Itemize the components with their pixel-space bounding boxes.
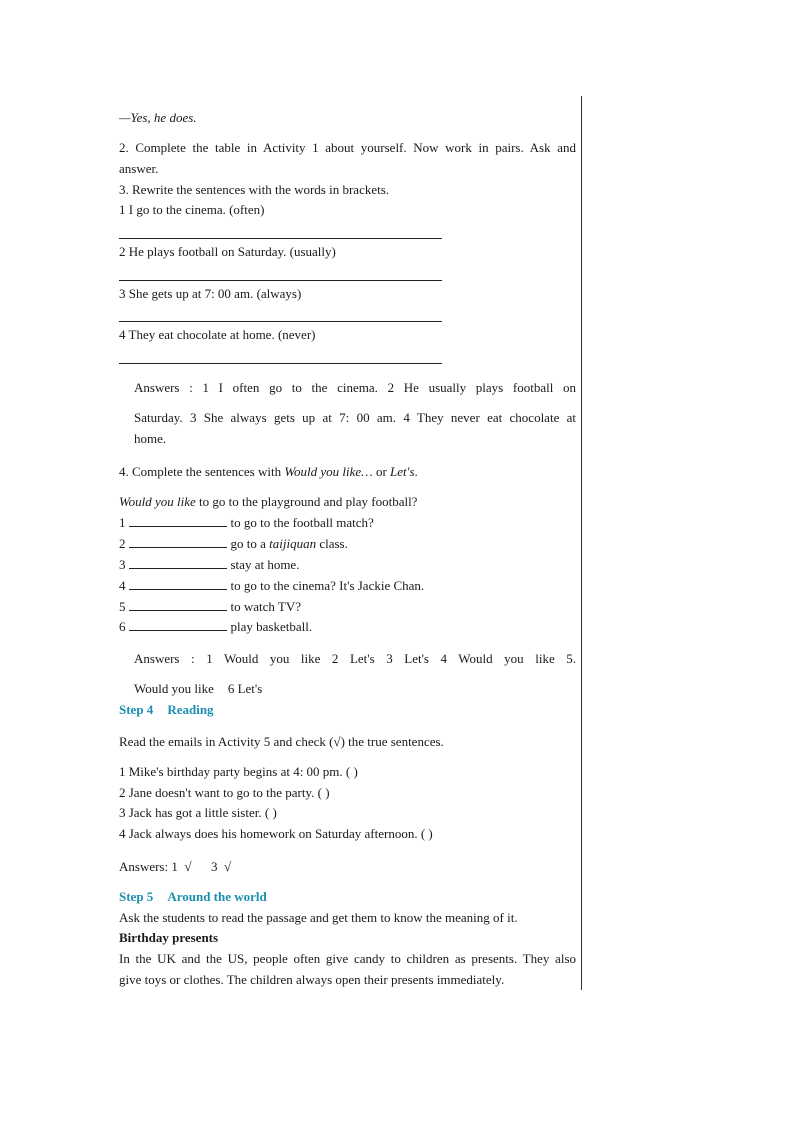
fill-blank[interactable] [129, 618, 227, 631]
task4-item-2: 2 go to a taijiquan class. [119, 536, 348, 551]
answer-line-4 [119, 363, 442, 364]
task2-line2: answer. [119, 161, 159, 176]
answer-line-2 [119, 280, 442, 281]
task4-heading: 4. Complete the sentences with Would you like… or Let's. [119, 464, 418, 479]
task4-answers-line2: Would you like 6 Let's [134, 681, 263, 696]
task3-answers-line1: Answers : 1 I often go to the cinema. 2 He usually plays football on [134, 380, 577, 395]
task4-answers-line1: Answers : 1 Would you like 2 Let's 3 Let's 4 Would you like 5. [134, 651, 576, 666]
step5-heading: Step 5 Around the world [119, 889, 267, 904]
step4-item-2: 2 Jane doesn't want to go to the party. ( ) [119, 785, 330, 800]
task2-line1: 2. Complete the table in Activity 1 about yourself. Now work in pairs. Ask and [119, 140, 576, 155]
step5-instruction: Ask the students to read the passage and get them to know the meaning of it. [119, 910, 518, 925]
passage-line1: In the UK and the US, people often give candy to children as presents. They also [119, 951, 576, 966]
task3-item-2: 2 He plays football on Saturday. (usually) [119, 244, 336, 259]
answer-line-1 [119, 238, 442, 239]
passage-line2: give toys or clothes. The children always open their presents immediately. [119, 972, 505, 987]
task4-item-1: 1 to go to the football match? [119, 515, 374, 530]
task4-item-4: 4 to go to the cinema? It's Jackie Chan. [119, 578, 425, 593]
fill-blank[interactable] [129, 598, 227, 611]
task4-example: Would you like to go to the playground and play football? [119, 494, 418, 509]
column-border-line [581, 96, 582, 990]
answer-line-3 [119, 321, 442, 322]
task4-item-6: 6 play basketball. [119, 619, 313, 634]
dialogue-reply: —Yes, he does. [119, 110, 197, 125]
fill-blank[interactable] [129, 514, 227, 527]
fill-blank[interactable] [129, 535, 227, 548]
passage-title: Birthday presents [119, 930, 219, 945]
task3-item-4: 4 They eat chocolate at home. (never) [119, 327, 316, 342]
task3-item-3: 3 She gets up at 7: 00 am. (always) [119, 286, 302, 301]
task3-answers-line3: home. [134, 431, 167, 446]
fill-blank[interactable] [129, 577, 227, 590]
step4-item-3: 3 Jack has got a little sister. ( ) [119, 805, 277, 820]
step4-instruction: Read the emails in Activity 5 and check (√) the true sentences. [119, 734, 444, 749]
task3-answers-line2: Saturday. 3 She always gets up at 7: 00 am. 4 They never eat chocolate at [134, 410, 577, 425]
step4-heading: Step 4 Reading [119, 702, 214, 717]
task4-item-3: 3 stay at home. [119, 557, 300, 572]
step4-item-4: 4 Jack always does his homework on Saturday afternoon. ( ) [119, 826, 433, 841]
step4-answers: Answers: 1 √ 3 √ [119, 859, 232, 874]
task3-item-1: 1 I go to the cinema. (often) [119, 202, 265, 217]
fill-blank[interactable] [129, 556, 227, 569]
step4-item-1: 1 Mike's birthday party begins at 4: 00 pm. ( ) [119, 764, 358, 779]
task3-heading: 3. Rewrite the sentences with the words in brackets. [119, 182, 390, 197]
task4-item-5: 5 to watch TV? [119, 599, 302, 614]
